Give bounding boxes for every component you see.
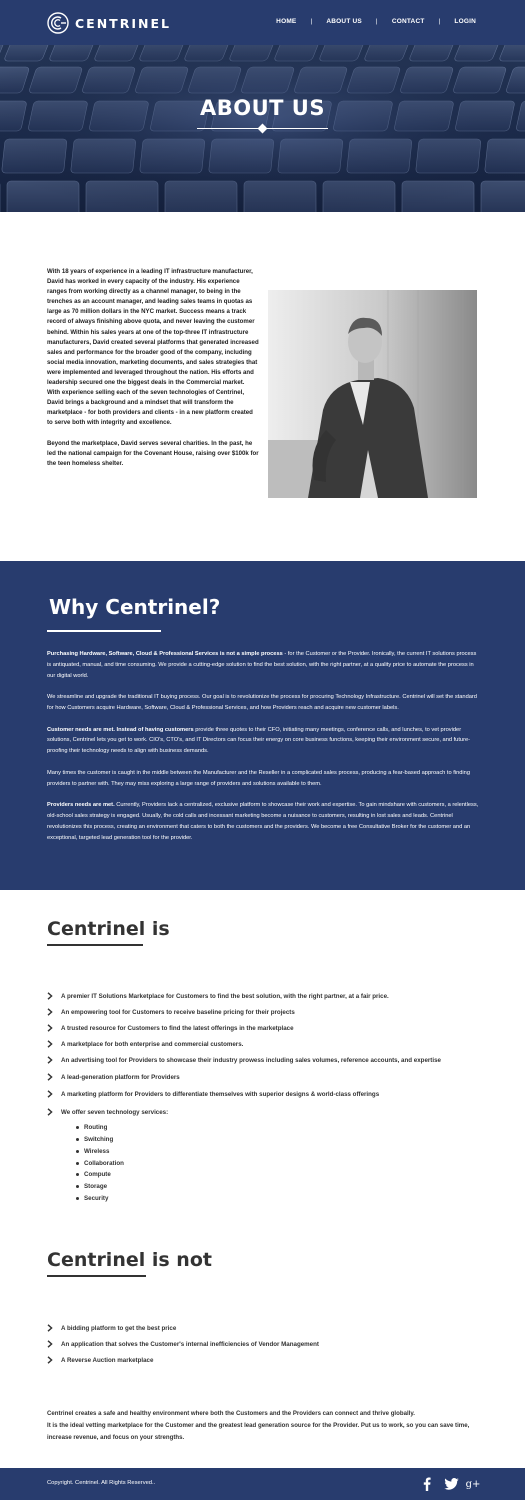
nav-separator: | [375,18,378,25]
why-paragraph [47,800,479,843]
nav-home-link[interactable]: HOME [276,18,297,25]
why-text: provide three quotes to their CFO, initiating many meetings, conference calls, and lunches, to vet provider solutions, Centrinel lets you get to work. CIO's, CTO's, and IT Directors can focus their energy on core business functions, keeping their environment secure, and future-proofing their technology needs to align with business demands. [47,726,471,755]
list-item [47,1040,243,1048]
chevron-right-icon [47,1356,53,1364]
service-item: Compute [84,1171,111,1178]
hero-banner [0,45,525,212]
founder-photo [268,290,477,498]
bio-paragraph: Beyond the marketplace, David serves several charities. In the past, he led the national campaign for the Covenant House, raising over $100k for the teen homeless shelter. [47,439,259,467]
nav-contact-link[interactable]: CONTACT [391,18,425,25]
list-item [47,1024,294,1032]
chevron-right-icon [47,1324,53,1332]
why-paragraph [47,649,479,681]
bio-paragraph: With 18 years of experience in a leading IT infrastructure manufacturer, David has worked in every capacity of the industry. His experience ranges from working directly as a channel manager, to being in the trenches as an account manager, and leading sales teams in quotas as large as 70 million dollars in the NYC market. Success means a track record of always finishing above quota, and never leaving the customer behind. Within his sales years at one of the top-three IT infrastructure manufacturers, David created several platforms that generated increased sales and performance for the broader good of the company, including social media innovation, marketing documents, and sales strategies that were implemented and leveraged throughout the nation. His efforts and leadership secured one the biggest deals in the Commercial market. With experience selling each of the seven technologies of Centrinel, David brings a background and a mindset that will transform the marketplace - for both providers and clients - in a new platform created to serve both with integrity and excellence. [47,268,259,427]
list-item-label: An empowering tool for Customers to receive baseline pricing for their projects [61,1008,295,1016]
why-emphasis: Providers needs are met. [47,802,115,809]
service-item: Switching [84,1136,114,1143]
chevron-right-icon [47,992,53,1000]
list-item [47,1056,441,1064]
title-underline [47,630,161,632]
why-emphasis: Customer needs are met. Instead of having customers [47,726,194,733]
why-paragraph: Many times the customer is caught in the middle between the Manufacturer and the Reseller in a complicated sales process, producing a fear-based approach to finding providers to partner with. They may miss exploring a large range of providers and solutions available to them. [47,769,471,787]
service-item: Wireless [84,1148,110,1155]
founder-photo-image [268,290,477,498]
why-text: - for the Customer or the Provider. Ironically, the current IT solutions process is antiquated, manual, and time consuming. We provide a cutting-edge solution to find the best solution, with the right partner, at a quality price to automate the process in our digital world. [47,651,477,679]
list-item [47,1090,379,1098]
chevron-right-icon [47,1340,53,1348]
service-item: Storage [84,1183,108,1190]
list-item [47,1340,319,1348]
title-underline [47,944,143,946]
list-item-label: A marketplace for both enterprise and commercial customers. [61,1040,244,1048]
list-item [47,1108,168,1116]
list-item-label: We offer seven technology services: [61,1108,169,1116]
service-item: Security [84,1195,109,1202]
closing-statement [47,1408,477,1443]
top-nav [0,0,525,45]
why-body [47,649,479,843]
brand-name: CENTRINEL [75,15,171,31]
nav-login-link[interactable]: LOGIN [454,18,476,25]
nav-separator: | [438,18,441,25]
service-item: Collaboration [84,1160,124,1167]
chevron-right-icon [47,1024,53,1032]
is-not-title: Centrinel is not [47,1249,212,1271]
list-item-label: A marketing platform for Providers to differentiate themselves with superior designs & world-class offerings [61,1090,380,1098]
footer [0,1468,525,1500]
nav-about-link[interactable]: ABOUT US [326,18,362,25]
section-title: Why Centrinel? [49,595,221,619]
list-item [47,1324,176,1332]
why-section [0,561,525,890]
list-item-label: A bidding platform to get the best price [61,1324,177,1332]
list-item-label: An application that solves the Customer's internal inefficiencies of Vendor Management [61,1340,319,1348]
list-item [47,1073,180,1081]
chevron-right-icon [47,1040,53,1048]
logo-mark-icon [47,12,69,34]
about-bio [47,267,259,469]
service-item: Routing [84,1124,108,1131]
page-title: ABOUT US [200,96,325,120]
list-item-label: A Reverse Auction marketplace [61,1356,154,1364]
chevron-right-icon [47,1056,53,1064]
title-underline [47,1275,146,1277]
main-menu [276,18,476,25]
list-item [47,992,389,1000]
is-title: Centrinel is [47,918,170,940]
list-item-label: A lead-generation platform for Providers [61,1073,180,1081]
list-item [47,1008,295,1016]
list-item [47,1356,153,1364]
chevron-right-icon [47,1073,53,1081]
list-item-label: A premier IT Solutions Marketplace for Customers to find the best solution, with the right partner, at a fair price. [61,992,389,1000]
list-item-label: An advertising tool for Providers to showcase their industry prowess including sales volumes, reference accounts, and expertise [61,1056,441,1064]
why-paragraph [47,725,479,757]
why-text: Currently, Providers lack a centralized, exclusive platform to showcase their work and expertise. To gain mindshare with customers, a relentless, old-school sales strategy is engaged. Usually, the cold calls and incessant marketing become a nuisance to customers, resulting in lost sales and leads. Centrinel revolutionizes this process, creating an environment that caters to both the customers and the providers. We become a free Consultative Broker for the customer and an exceptional, targeted lead generation tool for the provider. [47,802,479,841]
google-plus-icon[interactable]: g+ [465,1478,481,1490]
facebook-icon[interactable] [421,1476,433,1492]
why-paragraph: We streamline and upgrade the traditional IT buying process. Our goal is to revolutionize the process for procuring Technology Infrastructure. Centrinel will set the standard for how Customers acquire Hardware, Software, Cloud & Professional Services, and how Providers reach and acquire new customer labels. [47,694,477,711]
copyright-text: Copyright. Centrinel. All Rights Reserved.. [47,1480,156,1486]
nav-separator: | [310,18,313,25]
twitter-icon[interactable] [443,1476,459,1492]
chevron-right-icon [47,1108,53,1116]
logo[interactable] [47,12,171,34]
why-emphasis: Purchasing Hardware, Software, Cloud & Professional Services is not a simple process [47,651,283,657]
chevron-right-icon [47,1008,53,1016]
closing-line: It is the ideal vetting marketplace for the Customer and the greatest lead generation source for the Provider. Put us to work, so you can save time, increase revenue, and focus on your strengths. [47,1421,470,1441]
closing-line: Centrinel creates a safe and healthy environment where both the Customers and the Providers can connect and thrive globally. [47,1410,415,1417]
chevron-right-icon [47,1090,53,1098]
list-item-label: A trusted resource for Customers to find the latest offerings in the marketplace [61,1024,294,1032]
